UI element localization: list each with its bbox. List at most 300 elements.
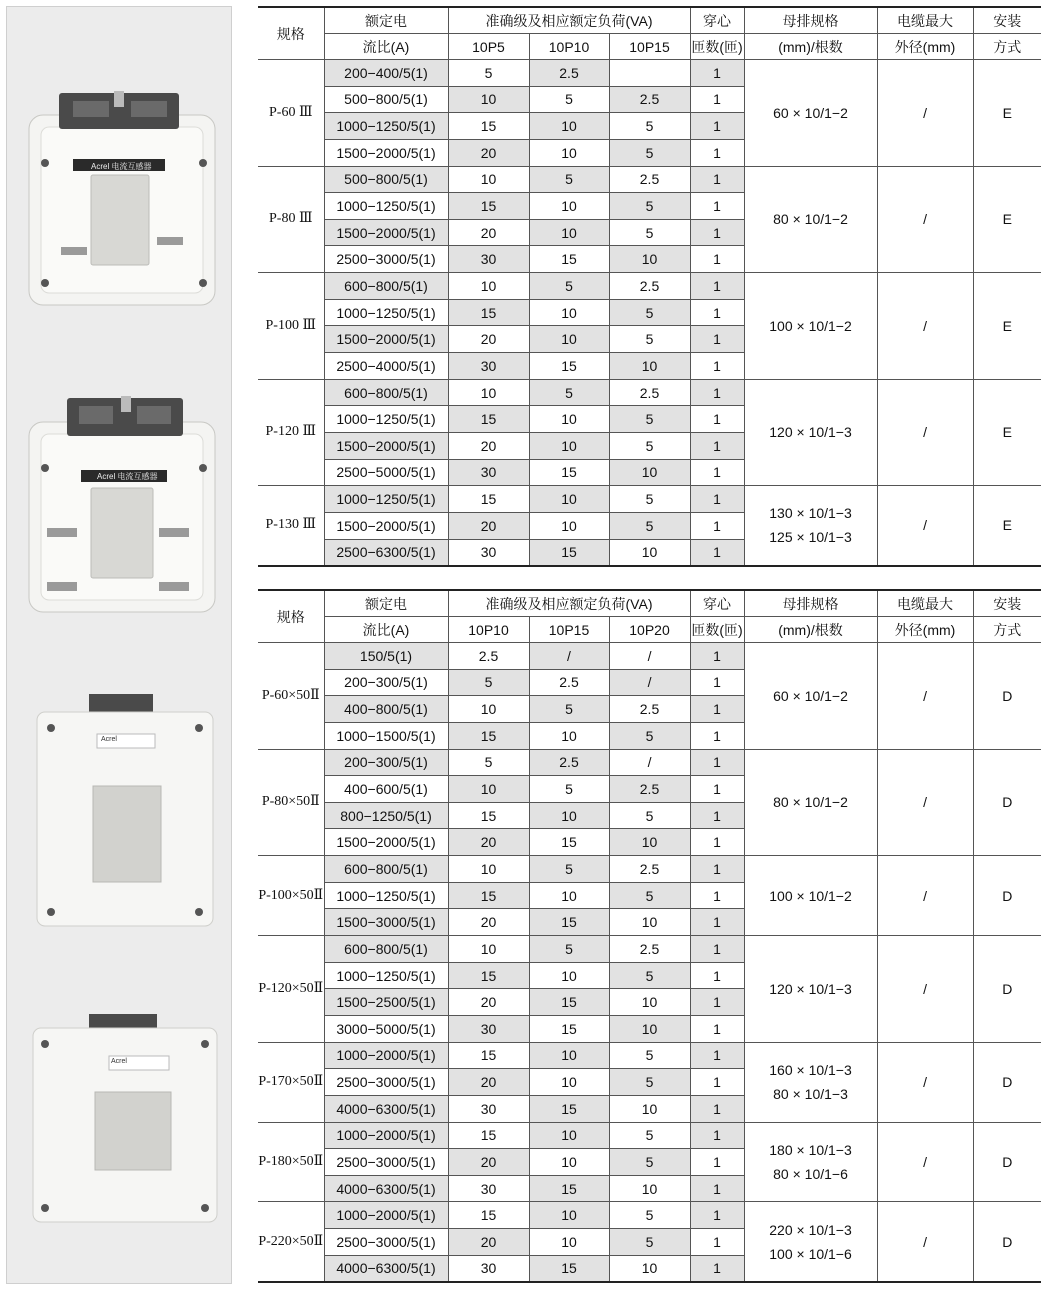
burden-cell: 15	[529, 1175, 609, 1202]
turns-cell: 1	[690, 1095, 744, 1122]
model-name: P-120×50Ⅱ	[258, 936, 324, 1043]
table-row	[258, 486, 1041, 513]
mount-cell: E	[973, 166, 1041, 273]
burden-cell: 10	[529, 486, 609, 513]
turns-cell: 1	[690, 60, 744, 87]
burden-cell: 20	[448, 909, 529, 936]
ratio-cell: 1500−2000/5(1)	[324, 139, 448, 166]
photo-label: Acrel	[111, 1058, 127, 1065]
burden-cell: 5	[609, 193, 690, 220]
cable-cell: /	[877, 936, 973, 1043]
burden-cell: 10	[609, 246, 690, 273]
turns-cell: 1	[690, 539, 744, 566]
model-name: P-100 Ⅲ	[258, 273, 324, 380]
mount-cell: E	[973, 273, 1041, 380]
burden-cell: 20	[448, 432, 529, 459]
burden-cell: /	[529, 643, 609, 670]
ratio-cell: 1000−1250/5(1)	[324, 962, 448, 989]
burden-cell: 20	[448, 512, 529, 539]
ratio-cell: 1000−1250/5(1)	[324, 193, 448, 220]
model-name: P-180×50Ⅱ	[258, 1122, 324, 1202]
ratio-cell: 600−800/5(1)	[324, 856, 448, 883]
header-busbar: 母排规格	[744, 7, 877, 34]
ratio-cell: 1000−1250/5(1)	[324, 113, 448, 140]
header-spec: 规格	[258, 590, 324, 643]
ratio-cell: 2500−6300/5(1)	[324, 539, 448, 566]
burden-cell: 10	[609, 1095, 690, 1122]
current-transformer-iii-icon	[21, 87, 221, 317]
ratio-cell: 1000−2000/5(1)	[324, 1042, 448, 1069]
ratio-cell: 1500−2000/5(1)	[324, 512, 448, 539]
ratio-cell: 600−800/5(1)	[324, 936, 448, 963]
busbar-spec: 100 × 10/1−2	[769, 317, 852, 334]
burden-cell: 15	[529, 246, 609, 273]
busbar-cell	[744, 166, 877, 273]
burden-cell: 15	[448, 962, 529, 989]
busbar-spec: 80 × 10/1−2	[773, 794, 848, 811]
burden-cell: 15	[529, 353, 609, 380]
burden-cell: 20	[448, 989, 529, 1016]
ratio-cell: 150/5(1)	[324, 643, 448, 670]
header-cable-unit: 外径(mm)	[877, 617, 973, 643]
header-turns: 穿心	[690, 7, 744, 34]
ratio-cell: 1000−1250/5(1)	[324, 486, 448, 513]
busbar-spec: 100 × 10/1−2	[769, 887, 852, 904]
burden-cell: 2.5	[529, 669, 609, 696]
burden-cell: 5	[609, 432, 690, 459]
burden-cell: 15	[529, 829, 609, 856]
mount-cell: E	[973, 60, 1041, 167]
burden-cell: 2.5	[609, 379, 690, 406]
turns-cell: 1	[690, 219, 744, 246]
burden-cell: 2.5	[609, 696, 690, 723]
ratio-cell: 2500−3000/5(1)	[324, 1149, 448, 1176]
burden-cell: 15	[448, 722, 529, 749]
burden-cell: 10	[609, 539, 690, 566]
header-busbar-unit: (mm)/根数	[744, 34, 877, 60]
burden-cell: 5	[609, 406, 690, 433]
turns-cell: 1	[690, 936, 744, 963]
burden-cell: 30	[448, 539, 529, 566]
burden-cell: 30	[448, 353, 529, 380]
ratio-cell: 1000−1250/5(1)	[324, 299, 448, 326]
turns-cell: 1	[690, 1149, 744, 1176]
ratio-cell: 1000−1250/5(1)	[324, 882, 448, 909]
header-ratio-unit: 流比(A)	[324, 34, 448, 60]
turns-cell: 1	[690, 486, 744, 513]
burden-cell: 5	[448, 60, 529, 87]
busbar-spec: 80 × 10/1−2	[773, 211, 848, 228]
ratio-cell: 4000−6300/5(1)	[324, 1095, 448, 1122]
burden-cell: 10	[448, 856, 529, 883]
burden-cell: 20	[448, 219, 529, 246]
header-class: 10P15	[529, 617, 609, 643]
ratio-cell: 600−800/5(1)	[324, 273, 448, 300]
busbar-cell	[744, 1042, 877, 1122]
cable-cell: /	[877, 60, 973, 167]
turns-cell: 1	[690, 406, 744, 433]
ratio-cell: 1000−1250/5(1)	[324, 406, 448, 433]
busbar-spec: 100 × 10/1−6	[769, 1245, 852, 1262]
burden-cell: 15	[529, 459, 609, 486]
model-name: P-60×50Ⅱ	[258, 643, 324, 750]
burden-cell: 15	[529, 539, 609, 566]
table-row	[258, 379, 1041, 406]
model-name: P-80×50Ⅱ	[258, 749, 324, 856]
table-row	[258, 1202, 1041, 1229]
turns-cell: 1	[690, 829, 744, 856]
ratio-cell: 1500−2500/5(1)	[324, 989, 448, 1016]
busbar-cell	[744, 379, 877, 486]
busbar-spec: 120 × 10/1−3	[769, 424, 852, 441]
header-class: 10P10	[448, 617, 529, 643]
mount-cell: D	[973, 936, 1041, 1043]
burden-cell: /	[609, 643, 690, 670]
burden-cell: 5	[609, 882, 690, 909]
busbar-cell	[744, 486, 877, 566]
ratio-cell: 2500−3000/5(1)	[324, 246, 448, 273]
ratio-cell: 1500−2000/5(1)	[324, 219, 448, 246]
header-turns-unit: 匝数(匝)	[690, 34, 744, 60]
mount-cell: D	[973, 1122, 1041, 1202]
burden-cell: 5	[609, 1069, 690, 1096]
burden-cell: 10	[609, 909, 690, 936]
header-busbar: 母排规格	[744, 590, 877, 617]
turns-cell: 1	[690, 512, 744, 539]
photo-label: Acrel	[101, 736, 117, 743]
header-accuracy: 准确级及相应额定负荷(VA)	[448, 590, 690, 617]
burden-cell: 5	[609, 802, 690, 829]
ratio-cell: 1500−2000/5(1)	[324, 326, 448, 353]
turns-cell: 1	[690, 643, 744, 670]
turns-cell: 1	[690, 1122, 744, 1149]
cable-cell: /	[877, 1042, 973, 1122]
header-class: 10P10	[529, 34, 609, 60]
header-mount-unit: 方式	[973, 34, 1041, 60]
burden-cell: 5	[529, 696, 609, 723]
burden-cell: /	[609, 749, 690, 776]
burden-cell: 10	[529, 432, 609, 459]
turns-cell: 1	[690, 882, 744, 909]
busbar-cell	[744, 1122, 877, 1202]
table-row	[258, 936, 1041, 963]
turns-cell: 1	[690, 776, 744, 803]
header-mount-unit: 方式	[973, 617, 1041, 643]
mount-cell: D	[973, 643, 1041, 750]
burden-cell: 5	[609, 326, 690, 353]
burden-cell: 15	[529, 989, 609, 1016]
burden-cell: 30	[448, 459, 529, 486]
busbar-spec: 80 × 10/1−3	[773, 1086, 848, 1103]
burden-cell: 5	[529, 86, 609, 113]
burden-cell: 15	[448, 486, 529, 513]
burden-cell: 5	[609, 1229, 690, 1256]
header-ratio: 额定电	[324, 7, 448, 34]
turns-cell: 1	[690, 1015, 744, 1042]
ratio-cell: 1000−2000/5(1)	[324, 1122, 448, 1149]
ratio-cell: 1000−2000/5(1)	[324, 1202, 448, 1229]
turns-cell: 1	[690, 86, 744, 113]
header-ratio: 额定电	[324, 590, 448, 617]
burden-cell: 10	[448, 166, 529, 193]
burden-cell: 10	[529, 1149, 609, 1176]
burden-cell: 20	[448, 1069, 529, 1096]
turns-cell: 1	[690, 459, 744, 486]
product-photo-panel	[6, 6, 232, 1284]
burden-cell: 30	[448, 246, 529, 273]
header-ratio-unit: 流比(A)	[324, 617, 448, 643]
busbar-spec: 130 × 10/1−3	[769, 505, 852, 522]
ratio-cell: 1500−2000/5(1)	[324, 829, 448, 856]
header-mount: 安装	[973, 590, 1041, 617]
ratio-cell: 400−600/5(1)	[324, 776, 448, 803]
spec-table-ii-wrapper	[258, 589, 1041, 1283]
burden-cell: 2.5	[609, 936, 690, 963]
ratio-cell: 4000−6300/5(1)	[324, 1255, 448, 1282]
burden-cell: 10	[609, 353, 690, 380]
turns-cell: 1	[690, 353, 744, 380]
burden-cell: 10	[609, 829, 690, 856]
burden-cell: 20	[448, 1149, 529, 1176]
model-name: P-60 Ⅲ	[258, 60, 324, 167]
burden-cell: 2.5	[529, 60, 609, 87]
header-cable-unit: 外径(mm)	[877, 34, 973, 60]
turns-cell: 1	[690, 246, 744, 273]
burden-cell: 5	[529, 379, 609, 406]
turns-cell: 1	[690, 749, 744, 776]
burden-cell: 5	[609, 962, 690, 989]
photo-label: Acrel 电流互感器	[97, 472, 158, 481]
burden-cell: 5	[609, 1149, 690, 1176]
ratio-cell: 1500−2000/5(1)	[324, 432, 448, 459]
ratio-cell: 1000−1500/5(1)	[324, 722, 448, 749]
busbar-spec: 60 × 10/1−2	[773, 687, 848, 704]
cable-cell: /	[877, 379, 973, 486]
burden-cell: 15	[448, 1042, 529, 1069]
burden-cell: 5	[529, 936, 609, 963]
ratio-cell: 1500−3000/5(1)	[324, 909, 448, 936]
turns-cell: 1	[690, 139, 744, 166]
current-transformer-ii-icon	[27, 1012, 223, 1227]
spec-table-ii	[258, 589, 1041, 1283]
ratio-cell: 2500−3000/5(1)	[324, 1229, 448, 1256]
busbar-cell	[744, 60, 877, 167]
photo-label: Acrel 电流互感器	[91, 162, 152, 171]
burden-cell: 2.5	[448, 643, 529, 670]
burden-cell: 5	[609, 299, 690, 326]
header-class: 10P5	[448, 34, 529, 60]
burden-cell: 15	[529, 1095, 609, 1122]
turns-cell: 1	[690, 962, 744, 989]
mount-cell: E	[973, 379, 1041, 486]
busbar-cell	[744, 749, 877, 856]
header-mount: 安装	[973, 7, 1041, 34]
busbar-spec: 125 × 10/1−3	[769, 529, 852, 546]
turns-cell: 1	[690, 273, 744, 300]
turns-cell: 1	[690, 909, 744, 936]
busbar-spec: 80 × 10/1−6	[773, 1165, 848, 1182]
turns-cell: 1	[690, 669, 744, 696]
cable-cell: /	[877, 749, 973, 856]
burden-cell: 10	[448, 776, 529, 803]
burden-cell: 10	[448, 936, 529, 963]
burden-cell: 10	[529, 113, 609, 140]
table-row	[258, 749, 1041, 776]
turns-cell: 1	[690, 696, 744, 723]
current-transformer-iii-icon	[21, 392, 221, 617]
cable-cell: /	[877, 166, 973, 273]
burden-cell: 20	[448, 139, 529, 166]
ratio-cell: 2500−3000/5(1)	[324, 1069, 448, 1096]
model-name: P-220×50Ⅱ	[258, 1202, 324, 1282]
burden-cell: 20	[448, 829, 529, 856]
busbar-cell	[744, 856, 877, 936]
turns-cell: 1	[690, 113, 744, 140]
burden-cell: 10	[529, 219, 609, 246]
turns-cell: 1	[690, 193, 744, 220]
burden-cell: 10	[448, 86, 529, 113]
spec-table-iii-wrapper	[258, 6, 1041, 567]
turns-cell: 1	[690, 379, 744, 406]
burden-cell: 10	[529, 1122, 609, 1149]
burden-cell: 10	[448, 273, 529, 300]
burden-cell: 15	[448, 193, 529, 220]
burden-cell: 5	[609, 113, 690, 140]
burden-cell: 10	[529, 1042, 609, 1069]
turns-cell: 1	[690, 1229, 744, 1256]
table-row	[258, 60, 1041, 87]
cable-cell: /	[877, 273, 973, 380]
ratio-cell: 200−400/5(1)	[324, 60, 448, 87]
header-class: 10P15	[609, 34, 690, 60]
ratio-cell: 800−1250/5(1)	[324, 802, 448, 829]
burden-cell: 5	[609, 722, 690, 749]
turns-cell: 1	[690, 299, 744, 326]
turns-cell: 1	[690, 1069, 744, 1096]
turns-cell: 1	[690, 432, 744, 459]
model-name: P-130 Ⅲ	[258, 486, 324, 566]
table-row	[258, 273, 1041, 300]
burden-cell: 30	[448, 1175, 529, 1202]
table-row	[258, 166, 1041, 193]
burden-cell: 10	[609, 1015, 690, 1042]
busbar-spec: 120 × 10/1−3	[769, 980, 852, 997]
busbar-spec: 60 × 10/1−2	[773, 104, 848, 121]
burden-cell: 10	[529, 722, 609, 749]
burden-cell: 15	[448, 113, 529, 140]
cable-cell: /	[877, 486, 973, 566]
ratio-cell: 4000−6300/5(1)	[324, 1175, 448, 1202]
cable-cell: /	[877, 1202, 973, 1282]
burden-cell: 15	[448, 299, 529, 326]
header-busbar-unit: (mm)/根数	[744, 617, 877, 643]
turns-cell: 1	[690, 1255, 744, 1282]
cable-cell: /	[877, 1122, 973, 1202]
header-cable: 电缆最大	[877, 7, 973, 34]
turns-cell: 1	[690, 1042, 744, 1069]
busbar-cell	[744, 273, 877, 380]
burden-cell: 15	[529, 1255, 609, 1282]
burden-cell: 5	[609, 219, 690, 246]
burden-cell: 2.5	[609, 166, 690, 193]
table-row	[258, 1042, 1041, 1069]
burden-cell: 10	[529, 299, 609, 326]
busbar-cell	[744, 1202, 877, 1282]
mount-cell: D	[973, 749, 1041, 856]
mount-cell: D	[973, 856, 1041, 936]
cable-cell: /	[877, 643, 973, 750]
spec-table-iii	[258, 6, 1041, 567]
burden-cell: 5	[529, 776, 609, 803]
burden-cell: 10	[448, 379, 529, 406]
ratio-cell: 2500−5000/5(1)	[324, 459, 448, 486]
burden-cell: 5	[609, 1202, 690, 1229]
burden-cell: 10	[609, 1255, 690, 1282]
burden-cell: 30	[448, 1095, 529, 1122]
table-row	[258, 643, 1041, 670]
burden-cell: 30	[448, 1255, 529, 1282]
burden-cell: 10	[529, 882, 609, 909]
burden-cell: 10	[529, 962, 609, 989]
burden-cell: 15	[448, 882, 529, 909]
burden-cell: 10	[529, 139, 609, 166]
table-row	[258, 1122, 1041, 1149]
burden-cell: 5	[609, 1042, 690, 1069]
mount-cell: D	[973, 1042, 1041, 1122]
burden-cell: 10	[529, 1069, 609, 1096]
burden-cell: 20	[448, 1229, 529, 1256]
turns-cell: 1	[690, 1202, 744, 1229]
ratio-cell: 3000−5000/5(1)	[324, 1015, 448, 1042]
burden-cell: 5	[529, 856, 609, 883]
busbar-spec: 180 × 10/1−3	[769, 1141, 852, 1158]
table-row	[258, 856, 1041, 883]
current-transformer-ii-icon	[31, 692, 221, 932]
turns-cell: 1	[690, 722, 744, 749]
burden-cell: 5	[609, 1122, 690, 1149]
burden-cell: 5	[529, 273, 609, 300]
burden-cell: 10	[609, 1175, 690, 1202]
burden-cell: 2.5	[529, 749, 609, 776]
mount-cell: D	[973, 1202, 1041, 1282]
burden-cell: 5	[609, 486, 690, 513]
burden-cell: 5	[448, 749, 529, 776]
burden-cell: 10	[448, 696, 529, 723]
turns-cell: 1	[690, 989, 744, 1016]
burden-cell: 5	[448, 669, 529, 696]
turns-cell: 1	[690, 166, 744, 193]
burden-cell: 15	[529, 1015, 609, 1042]
header-class: 10P20	[609, 617, 690, 643]
model-name: P-170×50Ⅱ	[258, 1042, 324, 1122]
busbar-spec: 220 × 10/1−3	[769, 1221, 852, 1238]
ratio-cell: 500−800/5(1)	[324, 166, 448, 193]
ratio-cell: 200−300/5(1)	[324, 669, 448, 696]
header-turns-unit: 匝数(匝)	[690, 617, 744, 643]
busbar-spec: 160 × 10/1−3	[769, 1062, 852, 1079]
model-name: P-120 Ⅲ	[258, 379, 324, 486]
ratio-cell: 500−800/5(1)	[324, 86, 448, 113]
ratio-cell: 200−300/5(1)	[324, 749, 448, 776]
burden-cell: 5	[609, 512, 690, 539]
burden-cell: 10	[529, 406, 609, 433]
busbar-cell	[744, 643, 877, 750]
burden-cell: 30	[448, 1015, 529, 1042]
cable-cell: /	[877, 856, 973, 936]
burden-cell: 10	[529, 1229, 609, 1256]
burden-cell: 2.5	[609, 273, 690, 300]
burden-cell: 15	[448, 1202, 529, 1229]
